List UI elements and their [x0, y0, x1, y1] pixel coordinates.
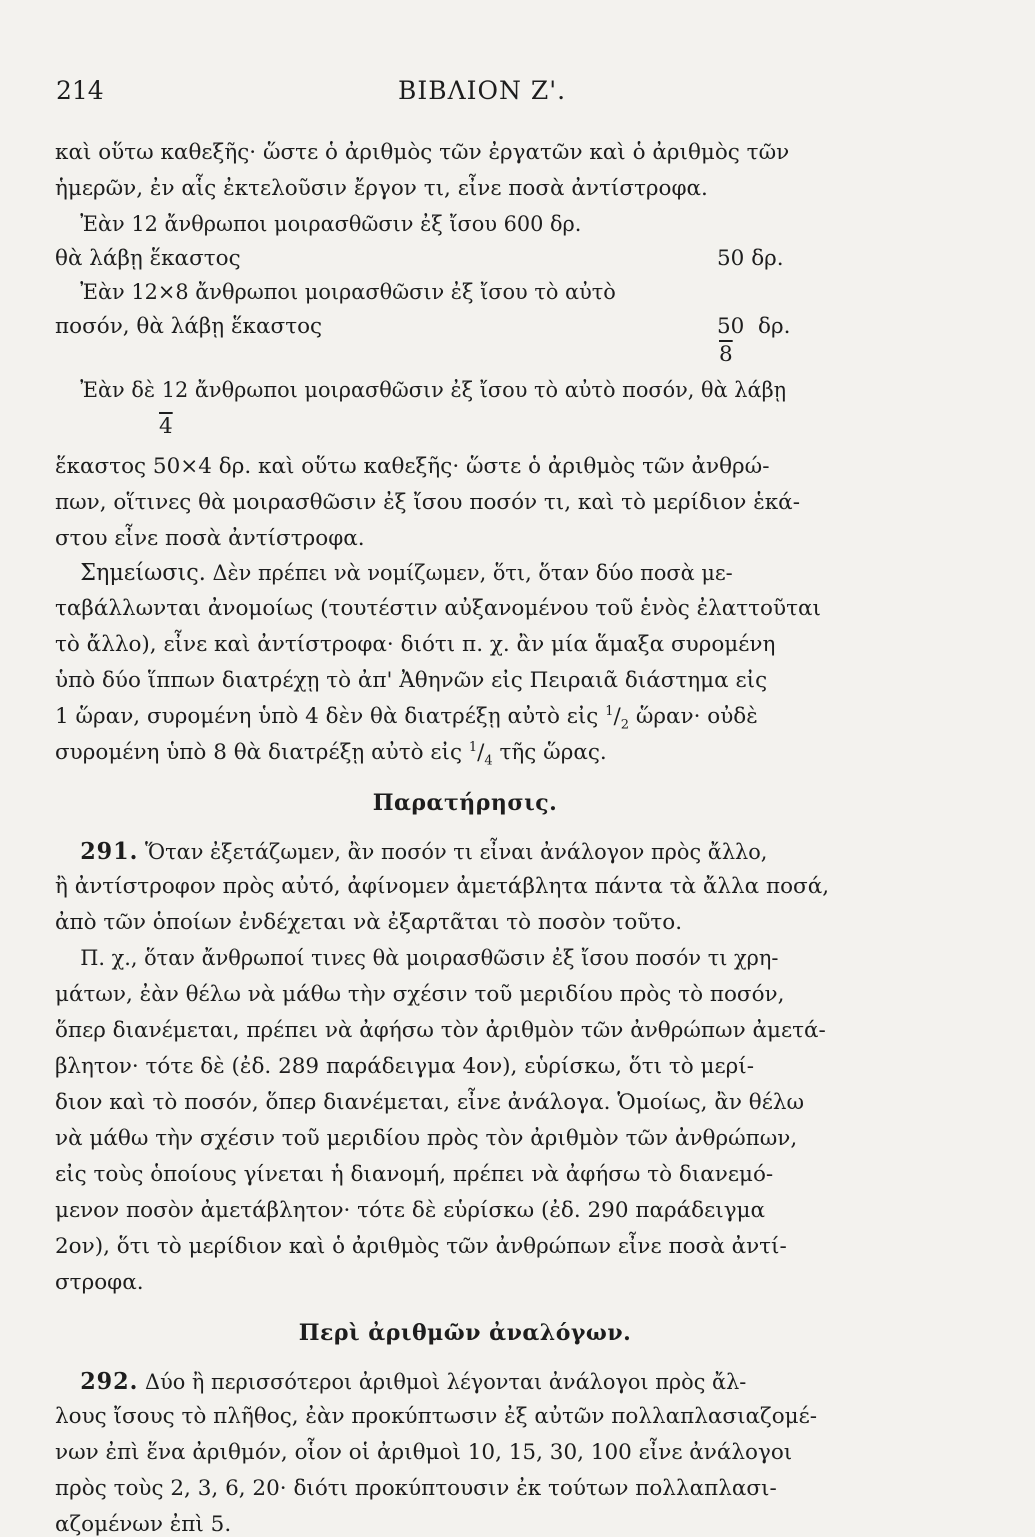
text-line: ὑπὸ δύο ἵππων διατρέχῃ τὸ ἀπ' Ἀθηνῶν εἰς Πειραιᾶ διάστημα εἰς: [55, 668, 768, 693]
text-line: Π. χ., ὅταν ἄνθρωποί τινες θὰ μοιρασθῶσιν ἐξ ἴσου ποσόν τι χρη-: [80, 946, 779, 971]
section-heading: Περὶ ἀριθμῶν ἀναλόγων.: [298, 1320, 632, 1346]
text-line: στροφα.: [55, 1270, 144, 1295]
text-line: 2ον), ὅτι τὸ μερίδιον καὶ ὁ ἀριθμὸς τῶν ἀνθρώπων εἶνε ποσὰ ἀντί-: [55, 1234, 787, 1259]
text-line: νὰ μάθω τὴν σχέσιν τοῦ μεριδίου πρὸς τὸν ἀριθμὸν τῶν ἀνθρώπων,: [55, 1126, 798, 1151]
text-line: πων, οἵτινες θὰ μοιρασθῶσιν ἐξ ἴσου ποσόν τι, καὶ τὸ μερίδιον ἑκά-: [55, 490, 800, 515]
text-line: μενον ποσὸν ἀμετάβλητον· τότε δὲ εὑρίσκω (ἐδ. 290 παράδειγμα: [55, 1198, 766, 1223]
running-title: ΒΙΒΛΙΟΝ Ζ'.: [398, 76, 567, 105]
fraction-amount: [717, 314, 790, 339]
fraction-sub: 4: [484, 753, 493, 769]
section-number: 291.: [80, 838, 139, 865]
text-line: πρὸς τοὺς 2, 3, 6, 20· διότι προκύπτουσιν ἐκ τούτων πολλαπλασι-: [55, 1476, 777, 1501]
section-heading: Παρατήρησις.: [372, 790, 558, 816]
text-line: διον καὶ τὸ ποσόν, ὅπερ διανέμεται, εἶνε ἀνάλογα. Ὁμοίως, ἂν θέλω: [55, 1090, 805, 1115]
text-line: ἀπὸ τῶν ὁποίων ἐνδέχεται νὰ ἐξαρτᾶται τὸ ποσὸν τοῦτο.: [55, 910, 683, 935]
line-text: συρομένη ὑπὸ 8 θὰ διατρέξῃ αὐτὸ εἰς: [55, 740, 463, 766]
fraction-denominator: 4: [159, 414, 173, 439]
text-line: ἕκαστος 50×4 δρ. καὶ οὕτω καθεξῆς· ὥστε ὁ ἀριθμὸς τῶν ἀνθρώ-: [55, 454, 770, 479]
text-line: λους ἴσους τὸ πλῆθος, ἐὰν προκύπτωσιν ἐξ αὐτῶν πολλαπλασιαζομέ-: [55, 1404, 818, 1429]
fraction-sup: 1: [468, 740, 478, 755]
text-line: ταβάλλωνται ἀνομοίως (τουτέστιν αὐξανομένου τοῦ ἑνὸς ἐλαττοῦται: [55, 596, 821, 621]
line-text: Δὲν πρέπει νὰ νομίζωμεν, ὅτι, ὅταν δύο ποσὰ με-: [212, 561, 733, 586]
text-line: στου εἶνε ποσὰ ἀντίστροφα.: [55, 526, 365, 551]
text-line: [55, 838, 875, 865]
unit: δρ.: [758, 314, 791, 339]
text-line: νων ἐπὶ ἕνα ἀριθμόν, οἷον οἱ ἀριθμοὶ 10, 15, 30, 100 εἶνε ἀνάλογοι: [55, 1440, 793, 1465]
line-text: ὥραν· οὐδὲ: [635, 704, 758, 730]
page-header: [0, 76, 1035, 116]
text-line: [55, 378, 875, 403]
text-line: αζομένων ἐπὶ 5.: [55, 1512, 232, 1537]
text-line: εἰς τοὺς ὁποίους γίνεται ἡ διανομή, πρέπει νὰ ἀφήσω τὸ διανεμό-: [55, 1162, 774, 1187]
fraction-numerator: 50: [717, 314, 745, 339]
text-line: ἡμερῶν, ἐν αἷς ἐκτελοῦσιν ἔργον τι, εἶνε ποσὰ ἀντίστροφα.: [55, 176, 708, 201]
text-line: Ἐὰν 12×8 ἄνθρωποι μοιρασθῶσιν ἐξ ἴσου τὸ αὐτὸ: [80, 280, 616, 305]
text-line: ἢ ἀντίστροφον πρὸς αὐτό, ἀφίνομεν ἀμετάβλητα πάντα τὰ ἄλλα ποσά,: [55, 874, 830, 899]
fraction-denominator: 8: [719, 342, 733, 367]
line-text: ποσόν, θὰ λάβῃ ἕκαστος: [55, 314, 323, 339]
text-line: καὶ οὕτω καθεξῆς· ὥστε ὁ ἀριθμὸς τῶν ἐργατῶν καὶ ὁ ἀριθμὸς τῶν: [55, 140, 790, 165]
amount: 50 δρ.: [717, 246, 784, 271]
text-line: ὅπερ διανέμεται, πρέπει νὰ ἀφήσω τὸν ἀριθμὸν τῶν ἀνθρώπων ἀμετά-: [55, 1018, 826, 1043]
text-line: [55, 1368, 875, 1395]
line-text: ἄνθρωποι μοιρασθῶσιν ἐξ ἴσου τὸ αὐτὸ ποσόν, θὰ λάβῃ: [194, 378, 787, 403]
text-line: [55, 560, 875, 586]
text-line: μάτων, ἐὰν θέλω νὰ μάθω τὴν σχέσιν τοῦ μεριδίου πρὸς τὸ ποσόν,: [55, 982, 785, 1007]
section-number: 292.: [80, 1368, 139, 1395]
fraction-sup: 1: [605, 704, 614, 719]
text-line: [55, 246, 875, 271]
text-line: τὸ ἄλλο), εἶνε καὶ ἀντίστροφα· διότι π. χ. ἂν μία ἅμαξα συρομένη: [55, 632, 776, 657]
text-line: Ἐὰν 12 ἄνθρωποι μοιρασθῶσιν ἐξ ἴσου 600 δρ.: [80, 212, 582, 237]
text-line: βλητον· τότε δὲ (ἐδ. 289 παράδειγμα 4ον), εὑρίσκω, ὅτι τὸ μερί-: [55, 1054, 755, 1079]
fraction-sub: 2: [620, 717, 629, 733]
line-text: Ὅταν ἐξετάζωμεν, ἂν ποσόν τι εἶναι ἀνάλογον πρὸς ἄλλο,: [145, 840, 768, 865]
text-line: 1 ὥραν, συρομένη ὑπὸ 4 δὲν θὰ διατρέξῃ αὐτὸ εἰς $^1/_2$ ὥραν· οὐδὲ: [55, 704, 758, 733]
page-number: 214: [56, 76, 104, 105]
note-label: Σημείωσις.: [80, 560, 206, 586]
line-text: θὰ λάβῃ ἕκαστος: [55, 246, 241, 271]
line-text: Ἐὰν δὲ: [80, 378, 156, 403]
line-text: τῆς ὥρας.: [499, 740, 607, 766]
line-text: 1 ὥραν, συρομένη ὑπὸ 4 δὲν θὰ διατρέξῃ αὐτὸ εἰς: [55, 704, 599, 730]
text-line: [55, 314, 875, 339]
fraction-numerator: 12: [161, 378, 189, 403]
line-text: Δύο ἢ περισσότεροι ἀριθμοὶ λέγονται ἀνάλογοι πρὸς ἄλ-: [145, 1370, 747, 1395]
text-line: συρομένη ὑπὸ 8 θὰ διατρέξῃ αὐτὸ εἰς $^1/_4$ τῆς ὥρας.: [55, 740, 607, 769]
